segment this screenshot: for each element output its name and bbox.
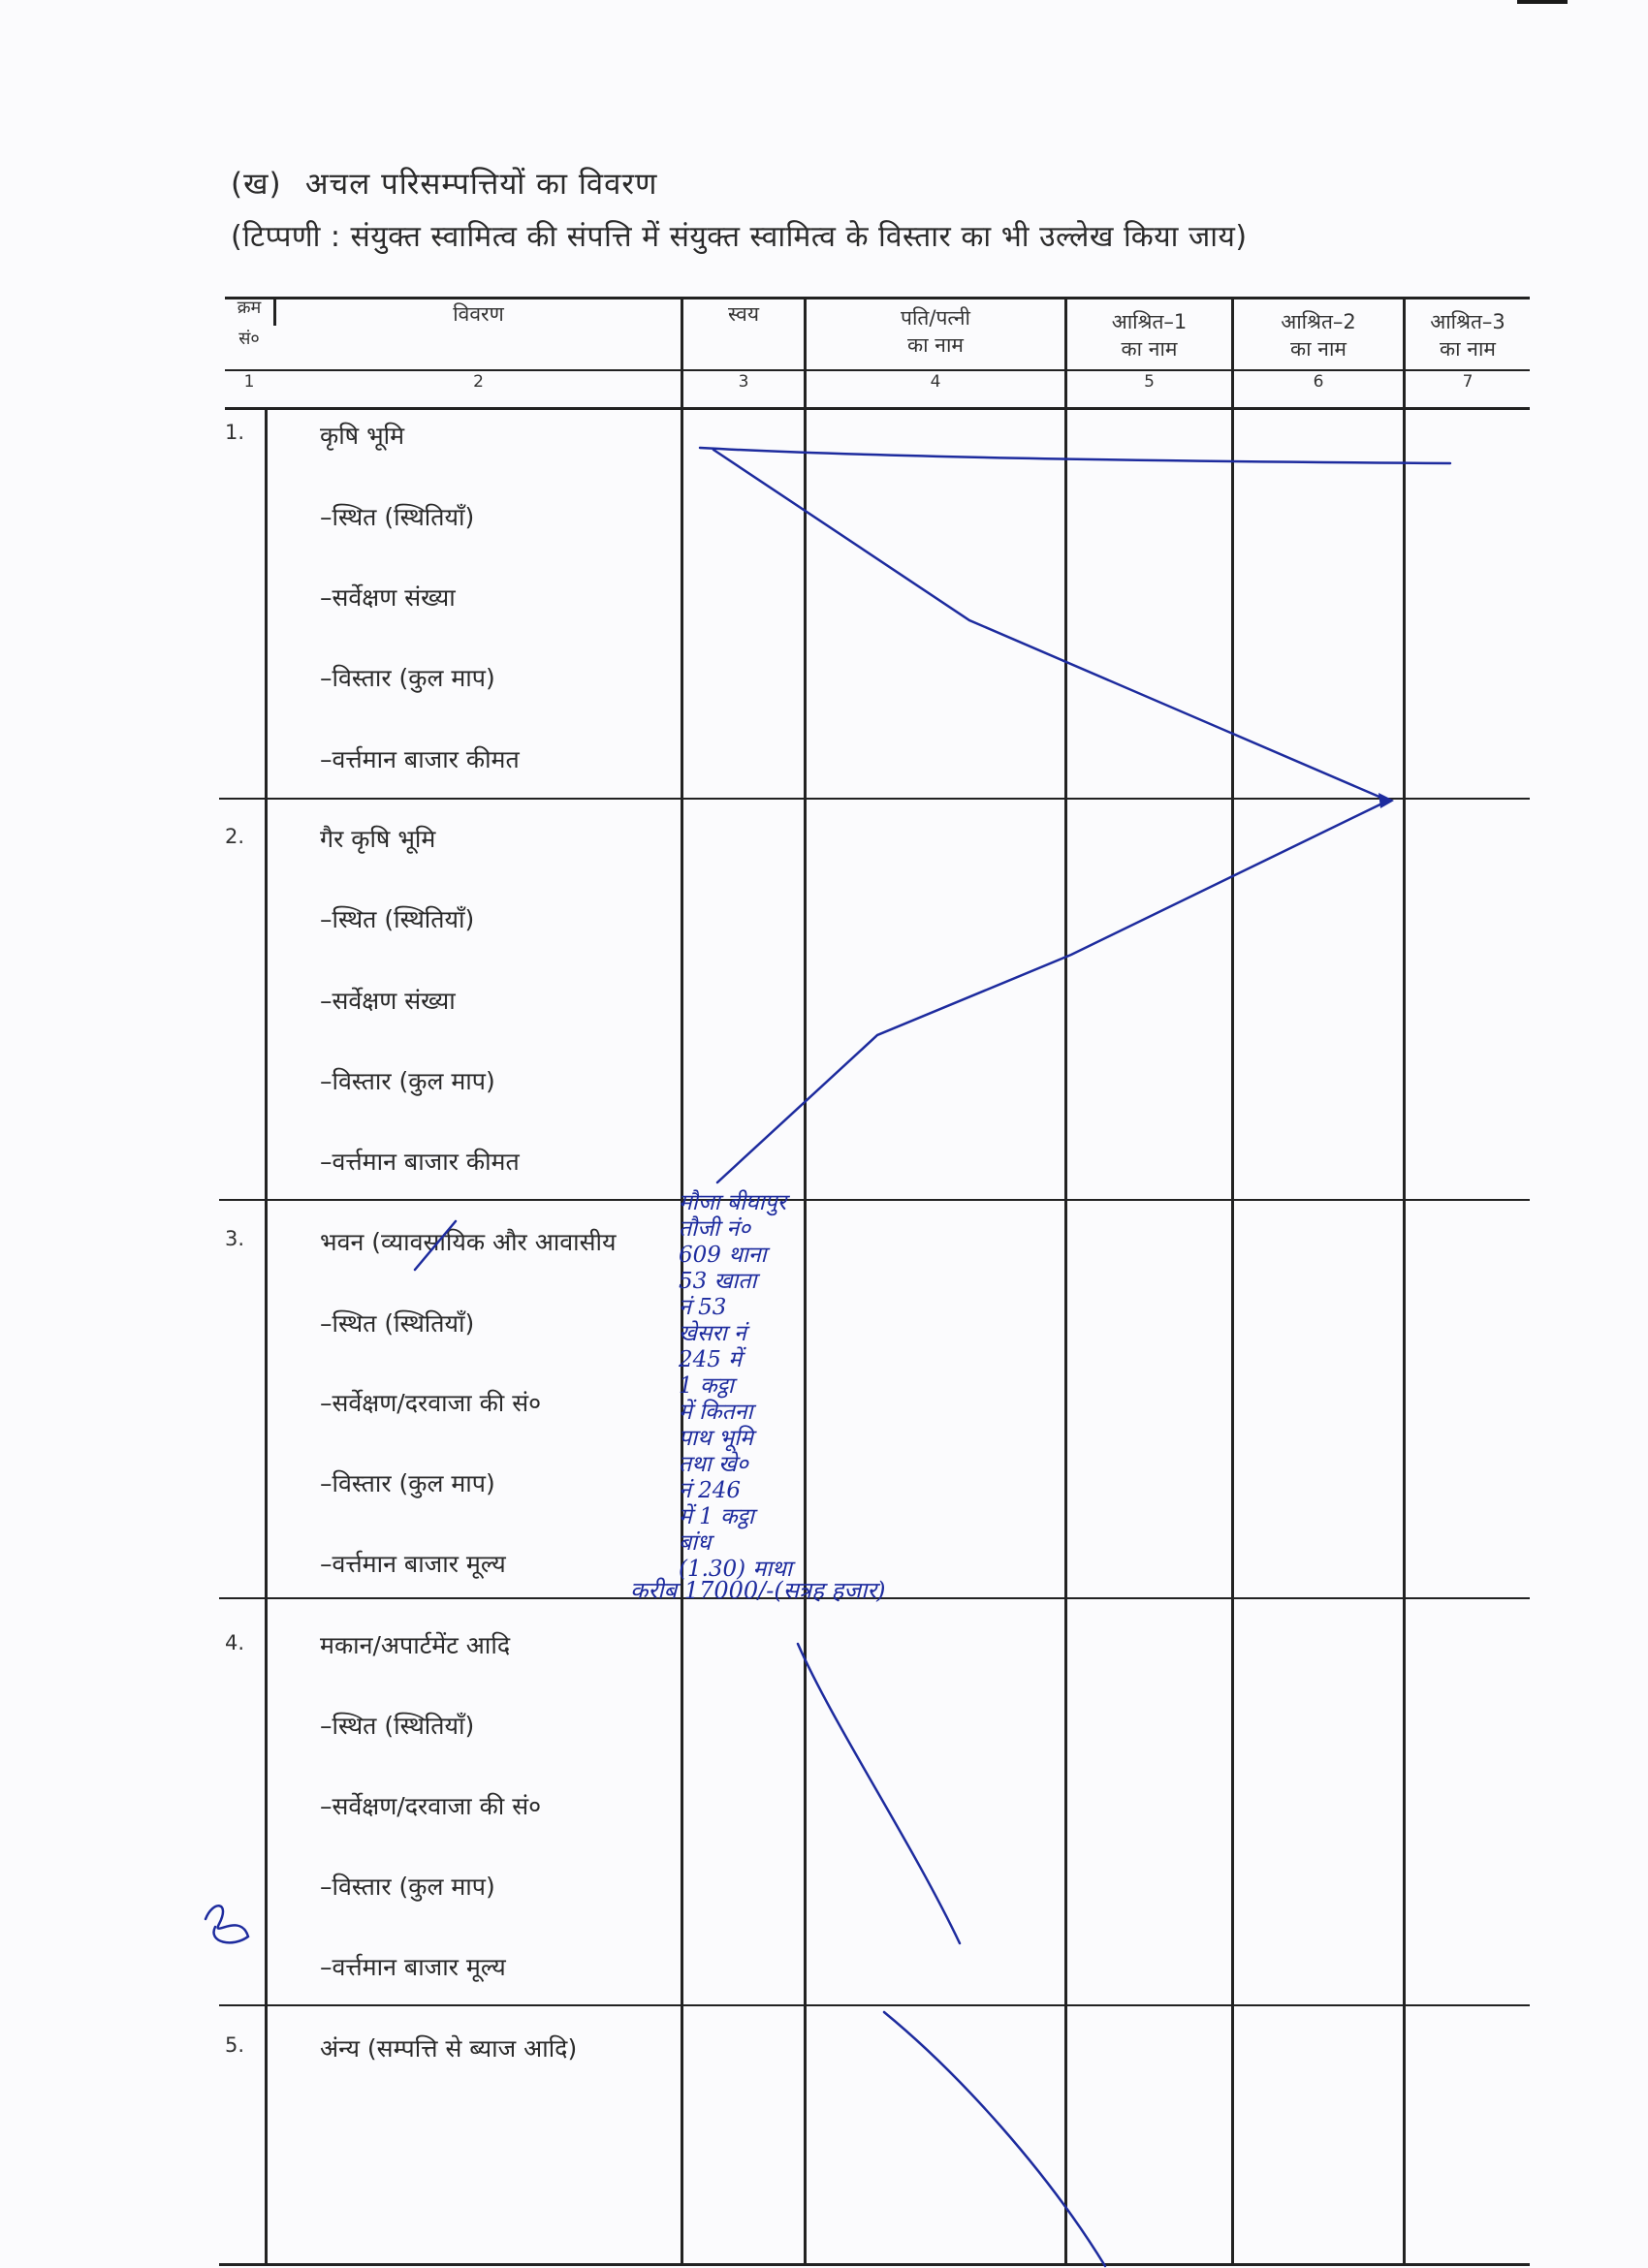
page-edge-mark: [1517, 0, 1568, 4]
row-4-item-5: –वर्त्तमान बाजार मूल्य: [320, 1953, 506, 1981]
row-2-number: 2.: [225, 825, 245, 848]
strike-line-row5: [884, 2012, 1105, 2266]
col-number-7: 7: [1462, 372, 1474, 392]
row-1-item-5: –वर्त्तमान बाजार कीमत: [320, 745, 520, 773]
handwritten-market-value: करीब 17000/-(सत्रह हजार): [630, 1577, 886, 1604]
col-number-2: 2: [473, 372, 484, 392]
table-top-rule: [225, 297, 1530, 299]
row-1-number: 1.: [225, 421, 245, 444]
row-1-item-1: कृषि भूमि: [320, 422, 405, 450]
handwritten-building-details: मौजा बीघापुर तौजी नं० 609 थाना 53 खाता नं 53 खेसरा नं 245 में 1 कट्ठा में कितना पाथ भूमि तथा खे० नं 246 में 1 कट्ठा बांध (1.30) माथा: [679, 1190, 792, 1582]
number-row-rule: [225, 407, 1530, 410]
row-3-item-3: –सर्वेक्षण/दरवाजा की सं०: [320, 1389, 542, 1417]
row-4-item-3: –सर्वेक्षण/दरवाजा की सं०: [320, 1792, 542, 1820]
row-3-item-5: –वर्त्तमान बाजार मूल्य: [320, 1550, 506, 1578]
header-self: स्वय: [727, 302, 760, 326]
row-3-item-1: भवन (व्यावसायिक और आवासीय: [320, 1228, 617, 1256]
row-2-item-3: –सर्वेक्षण संख्या: [320, 987, 456, 1015]
strike-line-row2-diagonal: [717, 801, 1388, 1182]
col-number-5: 5: [1144, 372, 1155, 392]
row-2-item-1: गैर कृषि भूमि: [320, 825, 436, 853]
row-2-item-4: –विस्तार (कुल माप): [320, 1067, 495, 1095]
col-divider-dep1: [1231, 297, 1234, 2266]
header-dependent-3: आश्रित–3 का नाम: [1430, 310, 1505, 361]
col-divider-spouse: [1064, 297, 1067, 2266]
row-3-item-4: –विस्तार (कुल माप): [320, 1469, 495, 1497]
col-number-6: 6: [1313, 372, 1324, 392]
header-dependent-1: आश्रित–1 का नाम: [1111, 310, 1188, 361]
row-4-item-2: –स्थित (स्थितियाँ): [320, 1712, 475, 1740]
col-divider-sno: [265, 407, 268, 2266]
row-5-number: 5.: [225, 2033, 245, 2057]
row-4-item-1: मकान/अपार्टमेंट आदि: [320, 1631, 511, 1659]
header-dependent-2: आश्रित–2 का नाम: [1281, 310, 1356, 361]
col-number-1: 1: [243, 372, 255, 392]
row-divider-2: [219, 1199, 1530, 1201]
col-number-4: 4: [930, 372, 941, 392]
row-1-item-4: –विस्तार (कुल माप): [320, 664, 495, 692]
header-spouse: पति/पत्नी का नाम: [901, 306, 970, 357]
row-1-item-2: –स्थित (स्थितियाँ): [320, 503, 475, 531]
header-rule: [225, 369, 1530, 371]
header-sno: क्रम सं०: [237, 298, 262, 349]
row-3-number: 3.: [225, 1227, 245, 1250]
row-2-item-5: –वर्त्तमान बाजार कीमत: [320, 1148, 520, 1176]
header-description: विवरण: [453, 302, 504, 326]
strike-line-row1-diagonal: [713, 450, 1388, 801]
row-2-item-2: –स्थित (स्थितियाँ): [320, 905, 475, 933]
section-title: अचल परिसम्पत्तियों का विवरण: [304, 167, 658, 202]
row-5-item-1: अंन्य (सम्पत्ति से ब्याज आदि): [320, 2034, 578, 2063]
row-divider-1: [219, 798, 1530, 800]
section-marker: (ख): [231, 167, 282, 202]
strike-arrowhead: [1379, 793, 1394, 808]
row-divider-4: [219, 2004, 1530, 2006]
col-number-3: 3: [738, 372, 749, 392]
row-3-item-2: –स्थित (स्थितियाँ): [320, 1309, 475, 1338]
section-heading: [231, 163, 657, 204]
strike-line-row1-top: [700, 448, 1450, 463]
row-4-number: 4.: [225, 1631, 245, 1654]
row-4-item-4: –विस्तार (कुल माप): [320, 1873, 495, 1901]
col-divider-dep2: [1403, 297, 1406, 2266]
table-bottom-rule: [219, 2263, 1530, 2266]
row-1-item-3: –सर्वेक्षण संख्या: [320, 583, 456, 612]
strike-line-row4: [798, 1644, 960, 1943]
section-note: (टिप्पणी : संयुक्त स्वामित्व की संपत्ति में संयुक्त स्वामित्व के विस्तार का भी उल्लेख किया जाय): [231, 220, 1248, 254]
col-divider-self: [804, 297, 807, 2266]
